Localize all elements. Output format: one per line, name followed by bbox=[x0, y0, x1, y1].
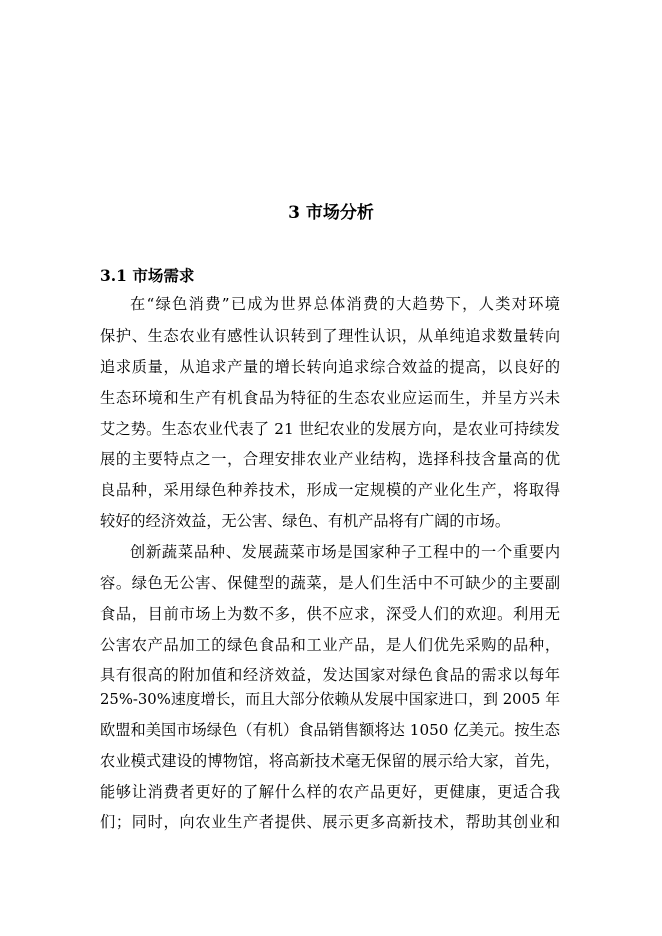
chapter-title: 3 市场分析 bbox=[288, 203, 374, 223]
paragraph-line: 生态环境和生产有机食品为特征的生态农业应运而生，并呈方兴未 bbox=[100, 389, 560, 407]
paragraph-line: 能够让消费者更好的了解什么样的农产品更好，更健康，更适合我 bbox=[100, 783, 560, 801]
paragraph-line: 食品，目前市场上为数不多，供不应求，深受人们的欢迎。利用无 bbox=[100, 605, 560, 623]
paragraph-line: 较好的经济效益，无公害、绿色、有机产品将有广阔的市场。 bbox=[100, 512, 511, 530]
paragraph-line: 在“绿色消费”已成为世界总体消费的大趋势下，人类对环境 bbox=[130, 295, 560, 313]
paragraph-line: 欧盟和美国市场绿色（有机）食品销售额将达 1050 亿美元。按生态 bbox=[100, 721, 560, 739]
paragraph-line: 艾之势。生态农业代表了 21 世纪农业的发展方向，是农业可持续发 bbox=[100, 420, 560, 438]
paragraph-line: 具有很高的附加值和经济效益，发达国家对绿色食品的需求以每年 bbox=[100, 666, 560, 684]
paragraph-line: 展的主要特点之一，合理安排农业产业结构，选择科技含量高的优 bbox=[100, 450, 560, 468]
paragraph-line: 公害农产品加工的绿色食品和工业产品，是人们优先采购的品种， bbox=[100, 636, 560, 654]
paragraph-line: 容。绿色无公害、保健型的蔬菜，是人们生活中不可缺少的主要副 bbox=[100, 574, 560, 592]
section-title: 3.1 市场需求 bbox=[100, 266, 195, 285]
paragraph-line: 追求质量，从追求产量的增长转向追求综合效益的提高，以良好的 bbox=[100, 358, 560, 376]
paragraph-line: 保护、生态农业有感性认识转到了理性认识，从单纯追求数量转向 bbox=[100, 327, 560, 345]
paragraph-line: 创新蔬菜品种、发展蔬菜市场是国家种子工程中的一个重要内 bbox=[130, 543, 560, 561]
paragraph-line: 良品种，采用绿色种养技术，形成一定规模的产业化生产，将取得 bbox=[100, 481, 560, 499]
paragraph-line: 们；同时，向农业生产者提供、展示更多高新技术，帮助其创业和 bbox=[100, 813, 560, 831]
paragraph-line: 农业模式建设的博物馆，将高新技术毫无保留的展示给大家，首先， bbox=[100, 752, 560, 770]
paragraph-line: 25%-30%速度增长，而且大部分依赖从发展中国家进口，到 2005 年 bbox=[100, 691, 560, 708]
